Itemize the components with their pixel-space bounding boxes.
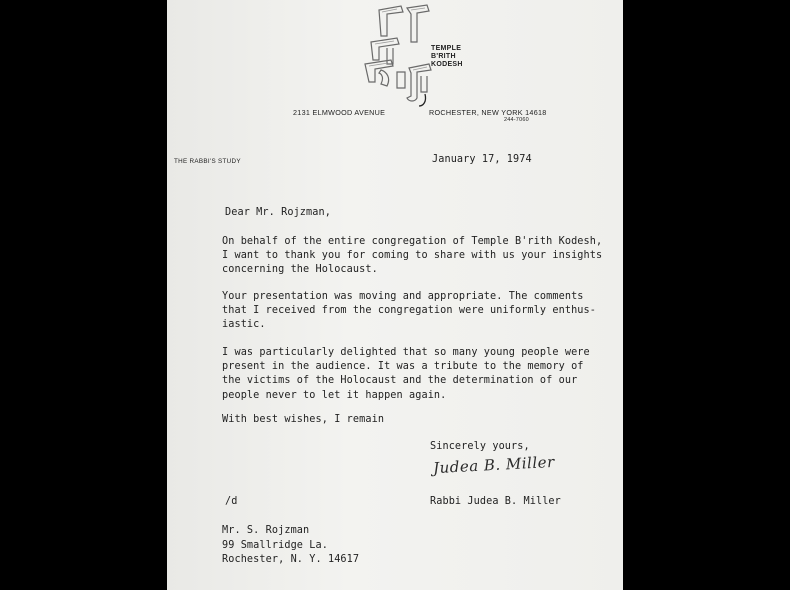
- recipient-line: 99 Smallridge La.: [222, 539, 328, 551]
- recipient-line: Rochester, N. Y. 14617: [222, 554, 360, 565]
- body-paragraph: [222, 290, 596, 333]
- body-line: I was particularly delighted that so many young people were: [222, 347, 590, 358]
- temple-name-line-1: TEMPLE: [431, 45, 462, 52]
- body-line: people never to let it happen again.: [222, 389, 447, 401]
- body-line: On behalf of the entire congregation of Temple B'rith Kodesh,: [222, 236, 603, 247]
- phone-number: 244-7060: [504, 117, 529, 123]
- body-paragraph: [222, 235, 602, 278]
- body-line: I want to thank you for coming to share with us your insights: [222, 250, 603, 262]
- letter-paper: [167, 0, 623, 590]
- body-line: the victims of the Holocaust and the determination of our: [222, 375, 578, 387]
- salutation: Dear Mr. Rojzman,: [225, 207, 331, 218]
- temple-name: [431, 45, 463, 69]
- body-line: that I received from the congregation were uniformly enthus-: [222, 305, 597, 317]
- handwritten-signature: Judea B. Miller: [432, 452, 556, 478]
- office-label: THE RABBI'S STUDY: [174, 158, 241, 165]
- letter-date: January 17, 1974: [432, 154, 532, 165]
- address-street: 2131 ELMWOOD AVENUE: [293, 108, 386, 117]
- recipient-address: [222, 524, 359, 568]
- body-paragraph: [222, 346, 590, 403]
- signer-name: Rabbi Judea B. Miller: [430, 496, 561, 507]
- body-line: concerning the Holocaust.: [222, 264, 378, 276]
- body-line: Your presentation was moving and appropriate. The comments: [222, 291, 584, 302]
- closing-line: With best wishes, I remain: [222, 414, 385, 425]
- temple-name-line-2: B'RITH: [431, 53, 456, 60]
- address-city: ROCHESTER, NEW YORK 14618: [429, 108, 547, 117]
- recipient-line: Mr. S. Rojzman: [222, 525, 310, 536]
- temple-name-line-3: KODESH: [431, 61, 463, 68]
- complimentary-close: Sincerely yours,: [430, 441, 530, 452]
- body-line: present in the audience. It was a tribute to the memory of: [222, 361, 584, 373]
- typist-initials: /d: [225, 496, 238, 507]
- body-line: iastic.: [222, 319, 266, 331]
